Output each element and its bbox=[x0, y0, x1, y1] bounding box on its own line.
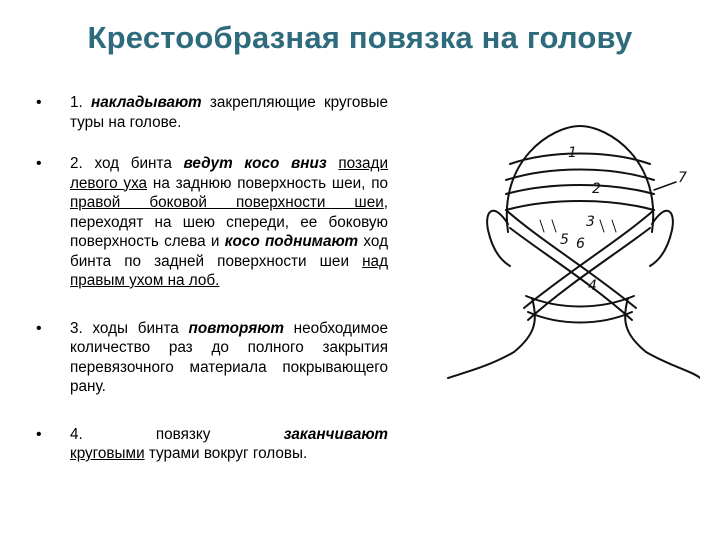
emphasis-text: накладывают bbox=[91, 94, 202, 111]
head-bandage-figure bbox=[440, 120, 700, 380]
underlined-text: круговыми bbox=[70, 445, 145, 462]
emphasis-text: ведут косо вниз bbox=[183, 155, 327, 172]
text-segment: закрепляющие круговые туры на голове. bbox=[70, 94, 389, 131]
slide-title: Крестообразная повязка на голову bbox=[87, 20, 633, 55]
underlined-text: правой боковой поверхности шеи bbox=[70, 194, 384, 211]
figure-label-5: 5 bbox=[560, 232, 569, 248]
text-segment: 2. ход бинта bbox=[70, 155, 184, 172]
figure-label-6: 6 bbox=[576, 236, 585, 252]
figure-label-4: 4 bbox=[588, 278, 597, 294]
text-segment: ход бинта по задней поверхности шеи bbox=[70, 233, 388, 270]
bullet-list bbox=[36, 93, 388, 464]
bullet-step-3 bbox=[36, 319, 388, 397]
underlined-text: позади левого уха bbox=[70, 155, 388, 192]
figure-label-2: 2 bbox=[592, 181, 601, 197]
figure-label-1: 1 bbox=[568, 145, 577, 161]
text-line bbox=[70, 444, 388, 464]
bullet-step-1 bbox=[36, 93, 388, 132]
text-segment: необходимое количество раз до полного закрытия перевязочного материала покрывающего рану. bbox=[70, 319, 388, 395]
emphasis-text: повторяют bbox=[188, 319, 284, 337]
figure-label-7: 7 bbox=[678, 170, 687, 186]
head-bandage-illustration-icon bbox=[440, 120, 700, 380]
text-segment: 3. ходы бинта bbox=[70, 319, 189, 337]
text-segment: турами вокруг головы. bbox=[144, 445, 308, 462]
underlined-text: над правым ухом на лоб. bbox=[70, 252, 388, 289]
emphasis-text: заканчивают bbox=[283, 425, 388, 443]
text-segment bbox=[327, 155, 339, 172]
emphasis-text: косо поднимают bbox=[224, 233, 359, 250]
text-segment: на заднюю поверхность шеи, по bbox=[147, 174, 388, 192]
bullet-step-2 bbox=[36, 154, 388, 291]
text-segment: 1. bbox=[70, 94, 92, 111]
figure-label-3: 3 bbox=[586, 214, 595, 230]
bullet-step-4 bbox=[36, 425, 388, 464]
text-segment: , переходят на шею спереди, ее боковую поверхность слева и bbox=[70, 194, 388, 250]
text-segment: 4. повязку bbox=[70, 425, 284, 443]
